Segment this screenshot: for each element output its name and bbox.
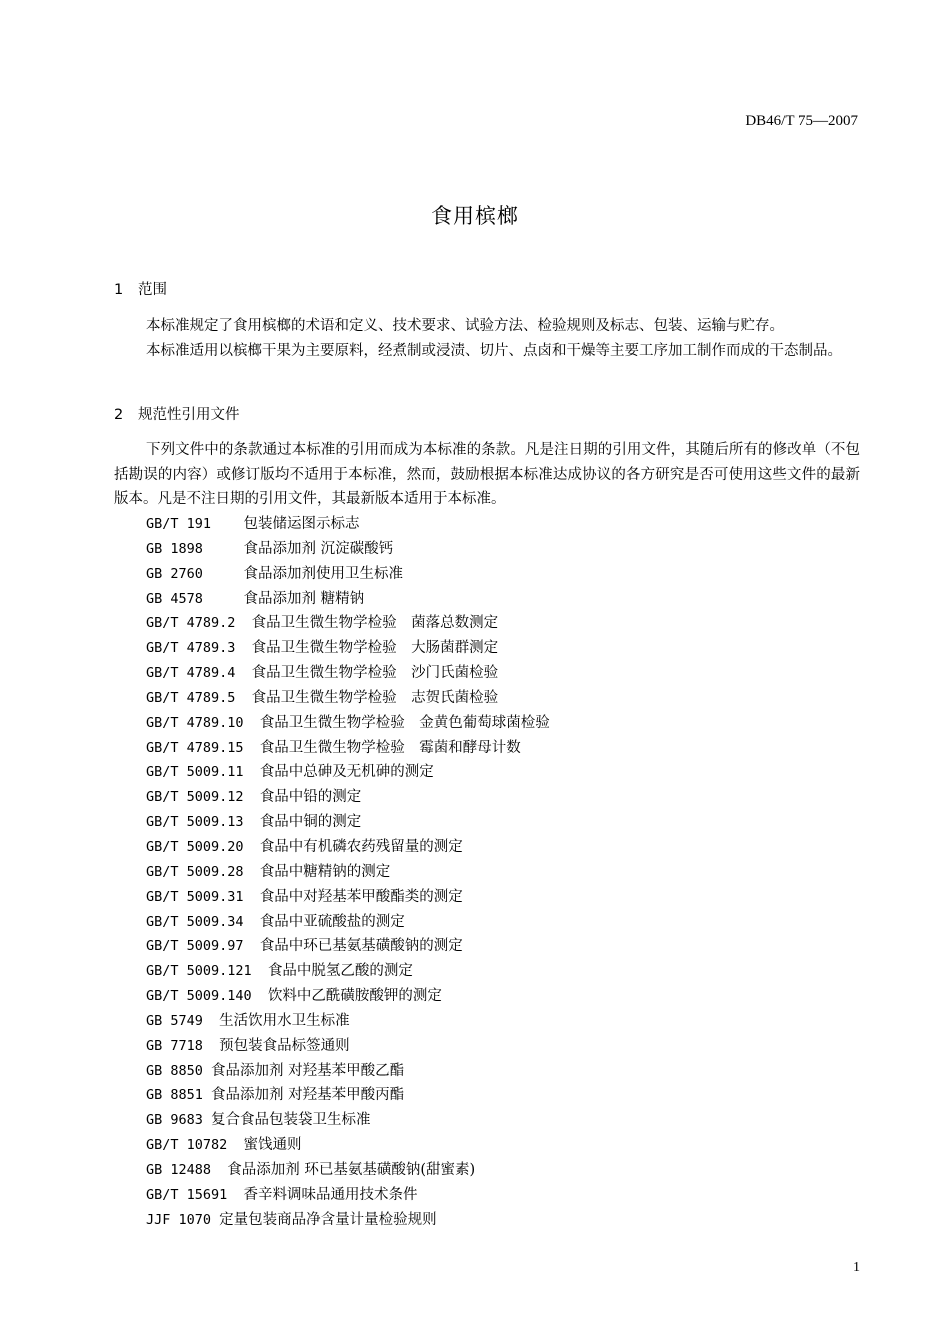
- reference-code: GB/T 4789.4: [146, 665, 236, 682]
- reference-item: [146, 736, 846, 761]
- document-title: 食用槟榔: [431, 204, 519, 228]
- reference-code: GB 5749: [146, 1012, 203, 1029]
- section-title: 范围: [138, 282, 167, 298]
- reference-item: [146, 885, 846, 910]
- scope-paragraph-2: 本标准适用以槟榔干果为主要原料，经煮制或浸渍、切片、点卤和干燥等主要工序加工制作而成的干态制品。: [146, 342, 842, 359]
- reference-title: 食品添加剂 对羟基苯甲酸丙酯: [211, 1087, 405, 1104]
- reference-title: 食品中对羟基苯甲酸酯类的测定: [259, 888, 463, 905]
- reference-list: [146, 512, 846, 1232]
- reference-separator: [227, 1137, 243, 1153]
- reference-title: 食品卫生微生物学检验 霉菌和酵母计数: [259, 739, 521, 756]
- reference-code: GB/T 5009.11: [146, 764, 244, 781]
- reference-item: [146, 636, 846, 661]
- reference-item: [146, 1208, 846, 1233]
- reference-title: 食品卫生微生物学检验 志贺氏菌检验: [251, 689, 499, 706]
- reference-title: 定量包装商品净含量计量检验规则: [219, 1211, 437, 1228]
- reference-item: [146, 587, 846, 612]
- reference-separator: [244, 740, 260, 756]
- reference-title: 食品中糖精钠的测定: [259, 863, 391, 880]
- reference-item: [146, 1133, 846, 1158]
- reference-item: [146, 686, 846, 711]
- reference-separator: [203, 1013, 219, 1029]
- reference-code: GB 12488: [146, 1161, 212, 1178]
- reference-code: GB/T 4789.2: [146, 615, 236, 632]
- reference-item: [146, 537, 846, 562]
- reference-code: GB/T 5009.31: [146, 888, 244, 905]
- reference-separator: [203, 1038, 219, 1054]
- reference-title: 香辛料调味品通用技术条件: [243, 1186, 418, 1203]
- reference-title: 预包装食品标签通则: [219, 1037, 350, 1054]
- reference-separator: [235, 690, 251, 706]
- reference-item: [146, 1034, 846, 1059]
- reference-title: 食品添加剂 环已基氨基磺酸钠(甜蜜素): [227, 1161, 476, 1178]
- reference-title: 食品卫生微生物学检验 菌落总数测定: [251, 615, 499, 632]
- reference-title: 食品添加剂使用卫生标准: [243, 565, 404, 582]
- reference-item: [146, 934, 846, 959]
- reference-code: GB/T 5009.13: [146, 814, 244, 831]
- reference-separator: [252, 963, 268, 979]
- reference-separator: [227, 1187, 243, 1203]
- reference-code: GB/T 191: [146, 516, 212, 532]
- reference-separator: [244, 715, 260, 731]
- reference-title: 食品卫生微生物学检验 金黄色葡萄球菌检验: [259, 714, 550, 731]
- reference-item: [146, 984, 846, 1009]
- reference-item: [146, 1009, 846, 1034]
- reference-item: [146, 661, 846, 686]
- reference-separator: [203, 541, 244, 557]
- reference-title: 生活饮用水卫生标准: [219, 1012, 350, 1029]
- reference-code: GB/T 4789.5: [146, 689, 236, 706]
- reference-separator: [244, 864, 260, 880]
- reference-separator: [203, 1087, 211, 1103]
- reference-item: [146, 1183, 846, 1208]
- reference-item: [146, 860, 846, 885]
- reference-code: GB 9683: [146, 1112, 203, 1129]
- reference-separator: [235, 640, 251, 656]
- reference-separator: [211, 1162, 227, 1178]
- reference-code: GB/T 5009.12: [146, 789, 244, 806]
- reference-separator: [203, 566, 244, 582]
- reference-title: 饮料中乙酰磺胺酸钾的测定: [267, 988, 442, 1005]
- reference-code: GB 2760: [146, 565, 203, 582]
- reference-title: 食品中环已基氨基磺酸钠的测定: [259, 938, 463, 955]
- reference-code: GB 8850: [146, 1062, 203, 1079]
- reference-title: 食品卫生微生物学检验 大肠菌群测定: [251, 640, 499, 657]
- reference-item: [146, 1158, 846, 1183]
- reference-separator: [244, 914, 260, 930]
- reference-item: [146, 512, 846, 537]
- reference-item: [146, 611, 846, 636]
- section-heading-scope: [114, 278, 167, 299]
- reference-title: 食品卫生微生物学检验 沙门氏菌检验: [251, 665, 499, 682]
- reference-item: [146, 810, 846, 835]
- standard-number: DB46/T 75—2007: [745, 113, 858, 129]
- reference-item: [146, 1059, 846, 1084]
- reference-title: 食品中脱氢乙酸的测定: [267, 963, 413, 980]
- reference-item: [146, 1083, 846, 1108]
- reference-separator: [252, 988, 268, 1004]
- reference-separator: [211, 1212, 219, 1228]
- reference-code: GB/T 4789.10: [146, 714, 244, 731]
- reference-code: JJF 1070: [146, 1211, 212, 1228]
- reference-item: [146, 1108, 846, 1133]
- reference-code: GB/T 4789.3: [146, 640, 236, 657]
- reference-item: [146, 835, 846, 860]
- section-heading-normative-references: [114, 403, 240, 424]
- reference-code: GB/T 5009.140: [146, 988, 252, 1005]
- reference-separator: [211, 516, 244, 532]
- reference-separator: [244, 764, 260, 780]
- reference-item: [146, 760, 846, 785]
- reference-code: GB/T 5009.34: [146, 913, 244, 930]
- reference-item: [146, 562, 846, 587]
- scope-paragraph-1: 本标准规定了食用槟榔的术语和定义、技术要求、试验方法、检验规则及标志、包装、运输与贮存。: [146, 318, 784, 334]
- reference-title: 食品添加剂 糖精钠: [243, 590, 365, 607]
- reference-code: GB/T 10782: [146, 1137, 228, 1154]
- section-title: 规范性引用文件: [138, 407, 240, 423]
- reference-code: GB/T 5009.28: [146, 863, 244, 880]
- reference-code: GB/T 4789.15: [146, 739, 244, 756]
- reference-separator: [244, 938, 260, 954]
- reference-separator: [235, 615, 251, 631]
- reference-code: GB/T 5009.20: [146, 838, 244, 855]
- reference-code: GB/T 5009.121: [146, 963, 252, 980]
- reference-title: 复合食品包装袋卫生标准: [211, 1112, 371, 1129]
- reference-item: [146, 711, 846, 736]
- reference-title: 食品中总砷及无机砷的测定: [259, 764, 434, 781]
- reference-separator: [244, 839, 260, 855]
- section-number: 1: [114, 282, 124, 298]
- reference-code: GB 8851: [146, 1087, 203, 1104]
- reference-separator: [244, 889, 260, 905]
- reference-title: 食品添加剂 对羟基苯甲酸乙酯: [211, 1062, 405, 1079]
- reference-item: [146, 959, 846, 984]
- reference-separator: [244, 814, 260, 830]
- reference-title: 蜜饯通则: [243, 1137, 302, 1154]
- reference-title: 食品添加剂 沉淀碳酸钙: [243, 540, 394, 557]
- reference-separator: [203, 1063, 211, 1079]
- references-intro-paragraph: 下列文件中的条款通过本标准的引用而成为本标准的条款。凡是注日期的引用文件，其随后所有的修改单（不包括勘误的内容）或修订版均不适用于本标准，然而，鼓励根据本标准达成协议的各方研究是否可使用这些文件的最新版本。凡是不注日期的引用文件，其最新版本适用于本标准。: [114, 442, 860, 507]
- reference-code: GB 4578: [146, 590, 203, 607]
- reference-separator: [203, 1112, 211, 1128]
- reference-separator: [244, 789, 260, 805]
- reference-title: 食品中亚硫酸盐的测定: [259, 913, 405, 930]
- reference-title: 食品中铜的测定: [259, 814, 362, 831]
- reference-code: GB/T 5009.97: [146, 938, 244, 955]
- reference-title: 包装储运图示标志: [243, 516, 360, 532]
- section-number: 2: [114, 407, 124, 423]
- reference-separator: [235, 665, 251, 681]
- page-number: 1: [853, 1260, 860, 1275]
- reference-title: 食品中有机磷农药残留量的测定: [259, 838, 463, 855]
- reference-title: 食品中铅的测定: [259, 789, 362, 806]
- reference-separator: [203, 591, 244, 607]
- reference-code: GB 1898: [146, 540, 203, 557]
- reference-code: GB/T 15691: [146, 1186, 228, 1203]
- reference-item: [146, 785, 846, 810]
- reference-code: GB 7718: [146, 1037, 203, 1054]
- reference-item: [146, 910, 846, 935]
